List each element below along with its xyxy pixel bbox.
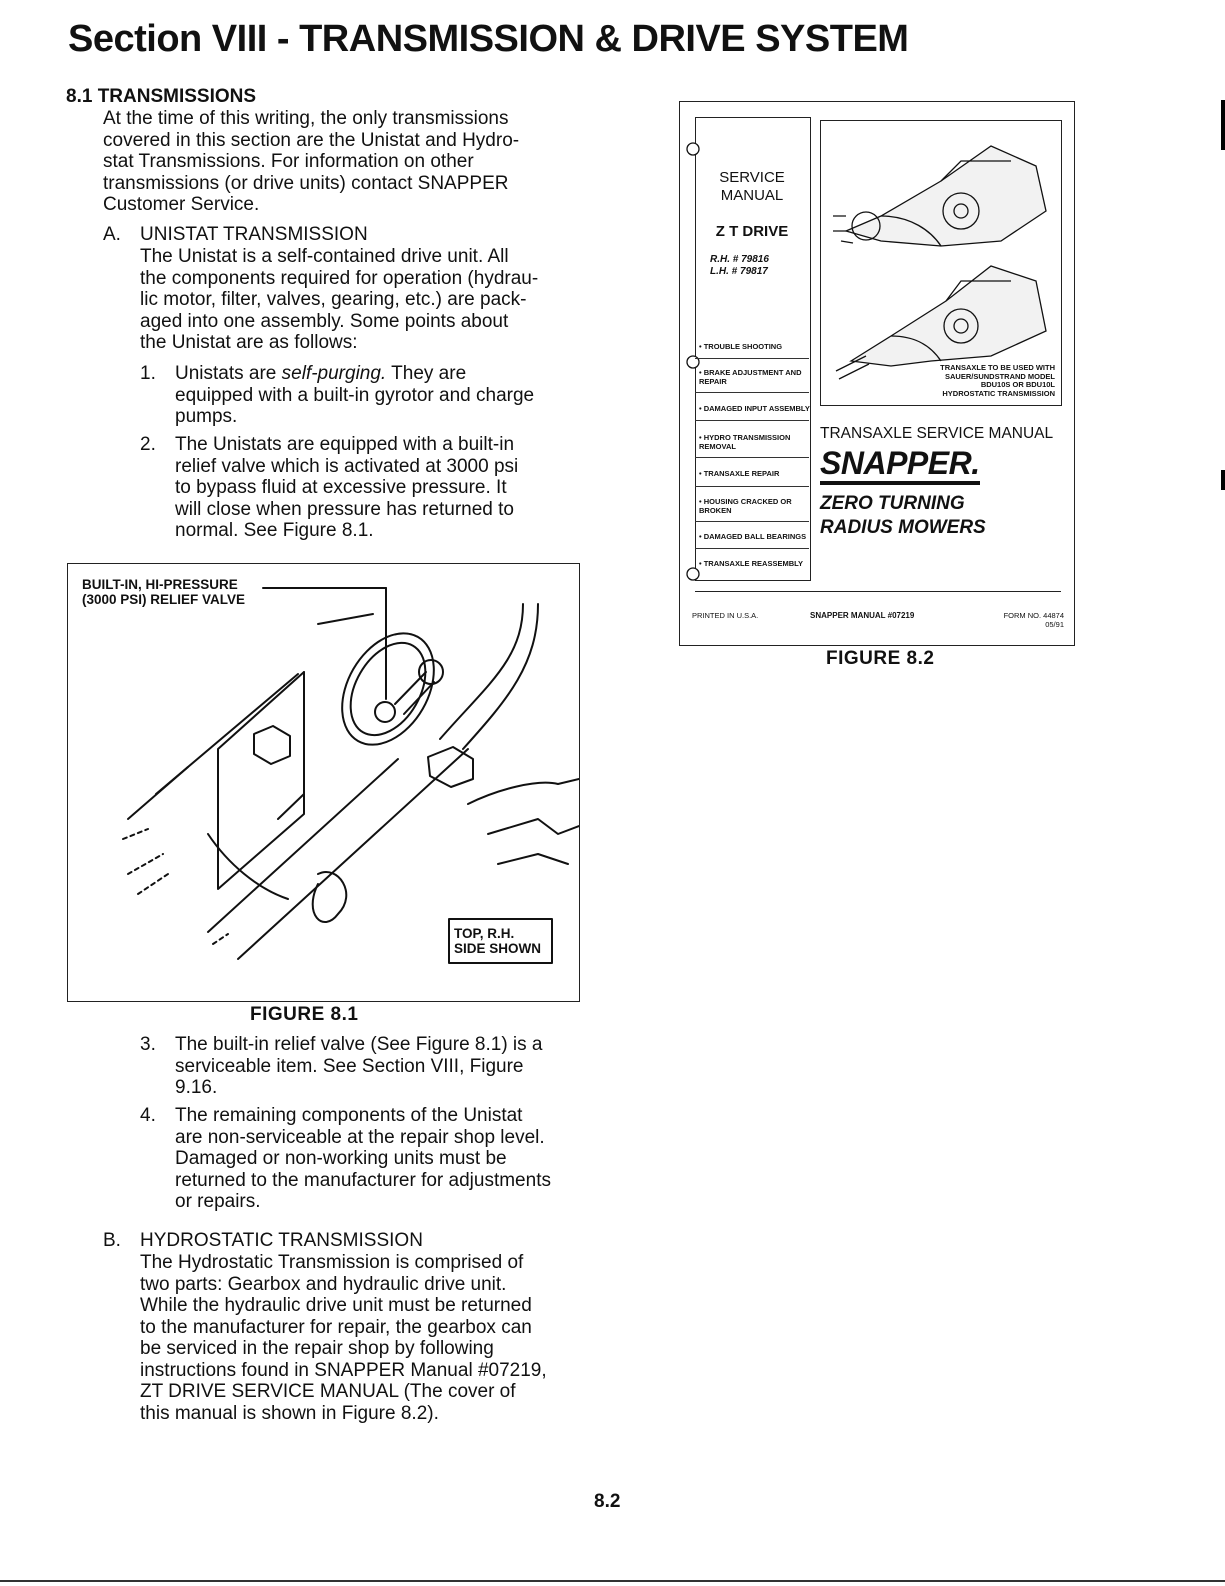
transaxle-photo-frame bbox=[820, 120, 1062, 406]
callout-label bbox=[82, 577, 245, 607]
cover-list-item: • DAMAGED BALL BEARINGS bbox=[699, 532, 807, 541]
text-line: While the hydraulic drive unit must be returned bbox=[140, 1295, 532, 1316]
text-line: BDU10S OR BDU10L bbox=[980, 380, 1055, 389]
figure-8-1-caption: FIGURE 8.1 bbox=[250, 1004, 359, 1025]
text-line: The built-in relief valve (See Figure 8.1) is a bbox=[175, 1034, 543, 1055]
text-line: ZERO TURNING bbox=[820, 493, 965, 514]
intro-paragraph bbox=[103, 108, 519, 216]
text-line: ZT DRIVE SERVICE MANUAL (The cover of bbox=[140, 1381, 516, 1402]
manual-number: SNAPPER MANUAL #07219 bbox=[810, 611, 915, 620]
text-line: lic motor, filter, valves, gearing, etc.) are pack- bbox=[140, 289, 527, 310]
item-1-text bbox=[175, 363, 534, 428]
printed-in-usa: PRINTED IN U.S.A. bbox=[692, 611, 759, 620]
scan-edge-mark bbox=[1221, 100, 1225, 150]
cover-part-numbers bbox=[710, 254, 769, 278]
text-line: BUILT-IN, HI-PRESSURE bbox=[82, 577, 238, 592]
list-divider bbox=[695, 392, 809, 393]
list-divider bbox=[695, 457, 809, 458]
text-line: serviceable item. See Section VIII, Figure bbox=[175, 1055, 524, 1077]
text-line: 9.16. bbox=[175, 1077, 218, 1098]
item-3-text bbox=[175, 1034, 543, 1099]
text-line: stat Transmissions. For information on other bbox=[103, 151, 474, 172]
figure-8-2-frame bbox=[679, 101, 1075, 646]
item-4-text bbox=[175, 1105, 551, 1213]
cover-service-manual bbox=[695, 169, 809, 205]
subsection-b-heading: HYDROSTATIC TRANSMISSION bbox=[140, 1230, 423, 1251]
form-number bbox=[1004, 611, 1064, 629]
item-4-number: 4. bbox=[140, 1105, 156, 1126]
text-line: relief valve which is activated at 3000 psi bbox=[175, 455, 519, 477]
page-title: Section VIII - TRANSMISSION & DRIVE SYSTEM bbox=[68, 18, 909, 60]
photo-note bbox=[940, 364, 1055, 398]
cover-list-item: • TRANSAXLE REPAIR bbox=[699, 469, 780, 478]
cover-list-item: • TRANSAXLE REASSEMBLY bbox=[699, 559, 804, 568]
item-3-number: 3. bbox=[140, 1034, 156, 1055]
list-divider bbox=[695, 548, 809, 549]
text-line: R.H. # 79816 bbox=[710, 254, 769, 265]
list-divider bbox=[695, 358, 809, 359]
item-1-number: 1. bbox=[140, 363, 156, 384]
text-line: instructions found in SNAPPER Manual #07219, bbox=[140, 1359, 547, 1381]
text-line: the components required for operation (hydrau- bbox=[140, 267, 539, 289]
cover-list-item: • HYDRO TRANSMISSION REMOVAL bbox=[699, 433, 791, 451]
text-line: to the manufacturer for repair, the gearbox can bbox=[140, 1316, 532, 1338]
text-line: will close when pressure has returned to bbox=[175, 498, 515, 520]
text-line: HYDROSTATIC TRANSMISSION bbox=[942, 388, 1055, 398]
item-2-text bbox=[175, 434, 518, 542]
text-line: this manual is shown in Figure 8.2). bbox=[140, 1402, 439, 1424]
text-line: The remaining components of the Unistat bbox=[175, 1105, 523, 1126]
text-line: FORM NO. 44874 bbox=[1003, 611, 1064, 620]
text-line bbox=[175, 363, 534, 385]
text-line: SERVICE bbox=[719, 169, 785, 186]
cover-list-item: • DAMAGED INPUT ASSEMBLY bbox=[699, 404, 810, 413]
text-line: Damaged or non-working units must be bbox=[175, 1148, 507, 1169]
text-line: MANUAL bbox=[720, 187, 784, 204]
text-line: The Unistat is a self-contained drive unit. All bbox=[140, 246, 509, 267]
text-line: At the time of this writing, the only transmissions bbox=[103, 108, 509, 129]
subsection-b-text bbox=[140, 1252, 547, 1424]
list-divider bbox=[695, 420, 809, 421]
subsection-a-text bbox=[140, 246, 538, 354]
cover-footer-rule bbox=[695, 591, 1061, 592]
snapper-logo: SNAPPER. bbox=[820, 445, 980, 485]
text-line: SIDE SHOWN bbox=[454, 941, 542, 956]
text-line: be serviced in the repair shop by following bbox=[140, 1338, 494, 1359]
text-line: returned to the manufacturer for adjustments bbox=[175, 1169, 551, 1191]
text-line: to bypass fluid at excessive pressure. It bbox=[175, 477, 507, 498]
cover-list-item: • HOUSING CRACKED OR BROKEN bbox=[699, 497, 792, 515]
scan-bottom-edge bbox=[0, 1580, 1225, 1582]
text-line: or repairs. bbox=[175, 1191, 261, 1212]
text-line: equipped with a built-in gyrotor and charge bbox=[175, 384, 535, 406]
cover-list-item: • TROUBLE SHOOTING bbox=[699, 342, 783, 351]
cover-list-item: • BRAKE ADJUSTMENT AND REPAIR bbox=[699, 368, 802, 386]
view-label bbox=[454, 926, 541, 956]
text-line: pumps. bbox=[175, 406, 238, 427]
text-line: transmissions (or drive units) contact SNAPPER bbox=[103, 172, 509, 194]
subsection-a-label: A. bbox=[103, 224, 121, 245]
text-line: two parts: Gearbox and hydraulic drive unit. bbox=[140, 1273, 507, 1295]
text-line: (3000 PSI) RELIEF VALVE bbox=[82, 592, 246, 607]
text-line: covered in this section are the Unistat and Hydro- bbox=[103, 129, 520, 151]
item-2-number: 2. bbox=[140, 434, 156, 455]
cover-manual-title: TRANSAXLE SERVICE MANUAL bbox=[820, 425, 1054, 442]
text-line: 05/91 bbox=[1045, 620, 1064, 629]
text-run: Unistats are bbox=[175, 363, 282, 384]
cover-subtitle bbox=[820, 492, 986, 540]
text-line: normal. See Figure 8.1. bbox=[175, 520, 374, 541]
text-line: TOP, R.H. bbox=[454, 926, 515, 941]
text-line: Customer Service. bbox=[103, 194, 260, 215]
text-line: The Unistats are equipped with a built-in bbox=[175, 434, 515, 455]
text-line: SAUER/SUNDSTRAND MODEL bbox=[944, 371, 1055, 381]
text-line: L.H. # 79817 bbox=[710, 266, 768, 277]
subsection-b-label: B. bbox=[103, 1230, 121, 1251]
text-line: RADIUS MOWERS bbox=[820, 517, 986, 538]
cover-zt-drive: Z T DRIVE bbox=[715, 223, 789, 240]
page-number: 8.2 bbox=[594, 1491, 621, 1512]
scan-edge-mark bbox=[1221, 470, 1225, 490]
subsection-a-heading: UNISTAT TRANSMISSION bbox=[140, 224, 368, 245]
list-divider bbox=[695, 521, 809, 522]
text-line: The Hydrostatic Transmission is comprised of bbox=[140, 1252, 524, 1273]
text-line: the Unistat are as follows: bbox=[140, 332, 358, 353]
figure-8-1-frame bbox=[67, 563, 580, 1002]
text-line: are non-serviceable at the repair shop level. bbox=[175, 1126, 545, 1148]
emphasis-text: self-purging. bbox=[281, 363, 387, 384]
text-run: They are bbox=[386, 363, 467, 384]
list-divider bbox=[695, 486, 809, 487]
text-line: aged into one assembly. Some points about bbox=[140, 310, 509, 332]
text-line: TRANSAXLE TO BE USED WITH bbox=[940, 363, 1055, 372]
section-heading: 8.1 TRANSMISSIONS bbox=[66, 86, 257, 107]
figure-8-2-caption: FIGURE 8.2 bbox=[826, 648, 935, 669]
